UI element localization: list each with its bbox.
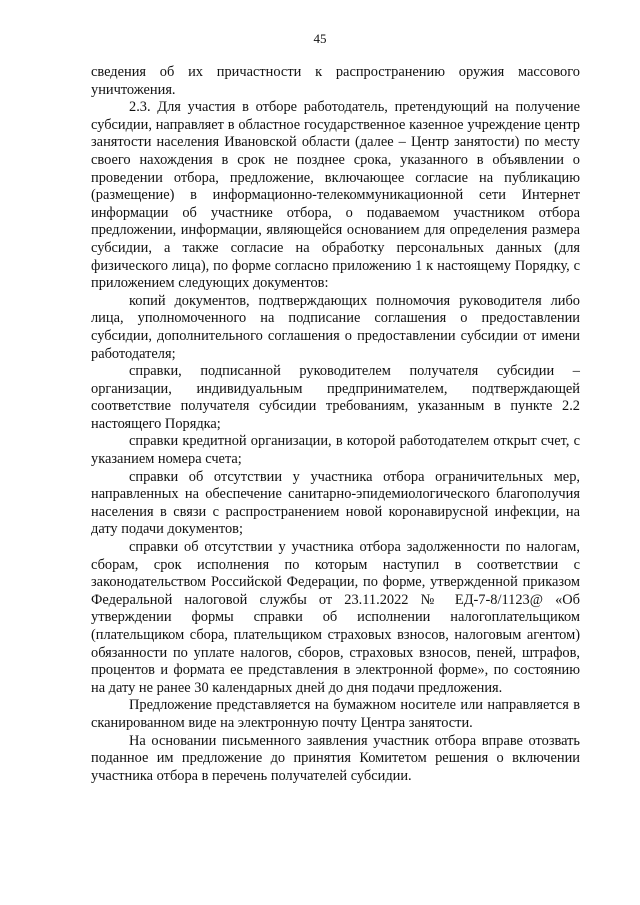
paragraph-tax-certificate: справки об отсутствии у участника отбора задолженности по налогам, сборам, срок исполнения по которым наступил в соответствии с законодательством Российской Федерации, по форме, утвержденной приказом Федеральной налоговой службы от 23.11.2022 № ЕД-7-8/1123@ «Об утверждении формы справки об исполнении налогоплательщиком (плательщиком сбора, плательщиком страховых взносов, налоговым агентом) обязанности по уплате налогов, сборов, страховых взносов, пеней, штрафов, процентов и формата ее представления в электронной форме», по состоянию на дату не ранее 30 календарных дней до дня подачи предложения. <box>91 539 580 696</box>
paragraph-compliance-certificate: справки, подписанной руководителем получателя субсидии – организации, индивидуальным предпринимателем, подтверждающей соответствие получателя субсидии требованиям, указанным в пункте 2.2 настоящего Порядка; <box>91 363 580 432</box>
paragraph-continuation: сведения об их причастности к распространению оружия массового уничтожения. <box>91 64 580 98</box>
paragraph-authority-documents: копий документов, подтверждающих полномочия руководителя либо лица, уполномоченного на подписание соглашения о предоставлении субсидии, дополнительного соглашения о предоставлении субсидии от имени работодателя; <box>91 292 580 362</box>
paragraph-sanitary-certificate: справки об отсутствии у участника отбора ограничительных мер, направленных на обеспечение санитарно-эпидемиологического благополучия населения в связи с распространением новой коронавирусной инфекции, на дату подачи документов; <box>91 468 580 538</box>
document-body <box>91 64 580 785</box>
paragraph-bank-certificate: справки кредитной организации, в которой работодателем открыт счет, с указанием номера счета; <box>91 433 580 468</box>
paragraph-section-2-3: 2.3. Для участия в отборе работодатель, претендующий на получение субсидии, направляет в областное государственное казенное учреждение центр занятости населения Ивановской области (далее – Центр занятости) по месту своего нахождения в срок не позднее срока, указанного в объявлении о проведении отбора, предложение, включающее согласие на публикацию (размещение) в информационно-телекоммуникационной сети Интернет информации об участнике отбора, о подаваемом участником отбора предложении, информации, являющейся основанием для определения размера субсидии, а также согласие на обработку персональных данных (для физического лица), по форме согласно приложению 1 к настоящему Порядку, с приложением следующих документов: <box>91 99 580 292</box>
paragraph-withdrawal: На основании письменного заявления участник отбора вправе отозвать поданное им предложение до принятия Комитетом решения о включении участника отбора в перечень получателей субсидии. <box>91 732 580 784</box>
paragraph-submission-method: Предложение представляется на бумажном носителе или направляется в сканированном виде на электронную почту Центра занятости. <box>91 697 580 731</box>
page-number: 45 <box>313 31 327 46</box>
